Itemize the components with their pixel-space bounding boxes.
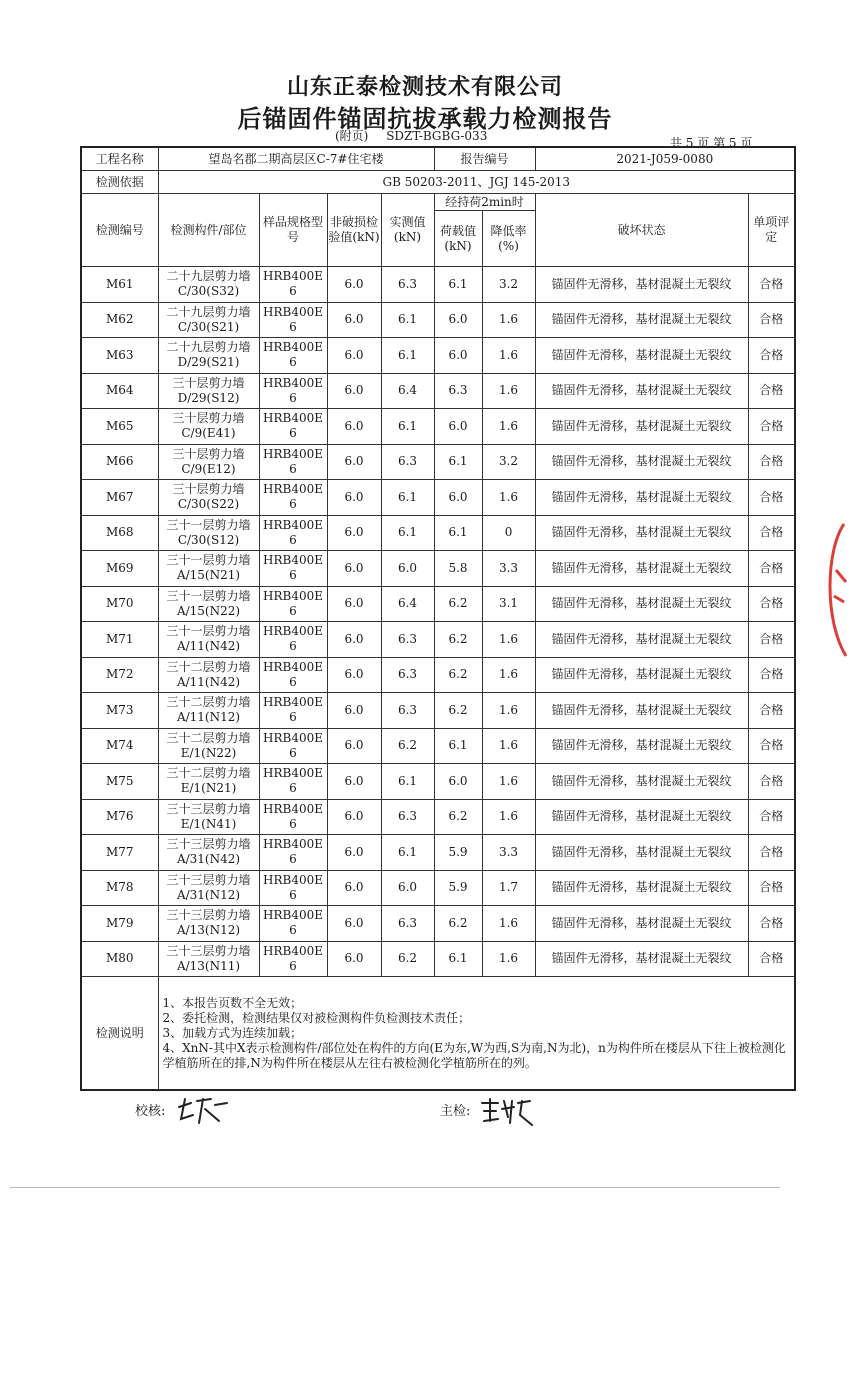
- reduction-cell: 1.6: [482, 409, 535, 445]
- member-floor: 三十层剪力墙: [172, 375, 245, 390]
- member-position: C/9(E12): [181, 461, 236, 476]
- reduction-cell: 1.6: [482, 728, 535, 764]
- table-row: [81, 728, 795, 764]
- nondestructive-cell: 6.0: [327, 941, 381, 977]
- table-row: [81, 444, 795, 480]
- spec-cell: HRB400E 6: [259, 480, 327, 516]
- member-position: A/13(N12): [176, 923, 241, 938]
- load-cell: 6.0: [434, 480, 482, 516]
- failure-cell: 锚固件无滑移，基材混凝土无裂纹: [535, 409, 748, 445]
- member-cell: [158, 409, 259, 445]
- member-cell: [158, 799, 259, 835]
- failure-cell: 锚固件无滑移，基材混凝土无裂纹: [535, 764, 748, 800]
- member-cell: [158, 764, 259, 800]
- member-position: C/30(S21): [177, 319, 240, 334]
- nondestructive-cell: 6.0: [327, 835, 381, 871]
- member-cell: [158, 870, 259, 906]
- member-position: A/31(N12): [176, 887, 241, 902]
- measured-cell: 6.0: [381, 551, 434, 587]
- table-row: [81, 302, 795, 338]
- nondestructive-cell: 6.0: [327, 515, 381, 551]
- document-code: SDZT-BGBG-033: [386, 129, 488, 143]
- member-position: A/31(N42): [176, 852, 241, 867]
- nondestructive-cell: 6.0: [327, 764, 381, 800]
- nondestructive-cell: 6.0: [327, 267, 381, 303]
- test-no-cell: M75: [81, 764, 158, 800]
- failure-cell: 锚固件无滑移，基材混凝土无裂纹: [535, 480, 748, 516]
- measured-cell: 6.3: [381, 444, 434, 480]
- table-row: [81, 799, 795, 835]
- spec-cell: HRB400E 6: [259, 302, 327, 338]
- header-row-1: [81, 194, 795, 211]
- member-cell: [158, 941, 259, 977]
- rating-cell: 合格: [748, 409, 795, 445]
- failure-cell: 锚固件无滑移，基材混凝土无裂纹: [535, 870, 748, 906]
- member-position: A/15(N22): [176, 603, 241, 618]
- failure-cell: 锚固件无滑移，基材混凝土无裂纹: [535, 515, 748, 551]
- member-position: C/30(S22): [177, 497, 240, 512]
- test-no-cell: M66: [81, 444, 158, 480]
- test-no-cell: M80: [81, 941, 158, 977]
- spec-cell: HRB400E 6: [259, 764, 327, 800]
- note-line: 4、XnN-其中X表示检测构件/部位处在构件的方向(E为东,W为西,S为南,N为北)，n为构件所在楼层从下往上被检测化学植筋所在的排,N为构件所在楼层从左往右被检测化学植筋所在的列。: [162, 1040, 786, 1070]
- spec-cell: HRB400E 6: [259, 551, 327, 587]
- reduction-cell: 1.6: [482, 480, 535, 516]
- table-row: [81, 693, 795, 729]
- reduction-cell: 3.3: [482, 551, 535, 587]
- test-no-cell: M65: [81, 409, 158, 445]
- note-line: 3、加载方式为连续加载；: [162, 1025, 303, 1040]
- measured-cell: 6.3: [381, 799, 434, 835]
- failure-cell: 锚固件无滑移，基材混凝土无裂纹: [535, 267, 748, 303]
- rating-cell: 合格: [748, 373, 795, 409]
- spec-cell: HRB400E 6: [259, 622, 327, 658]
- nondestructive-cell: 6.0: [327, 622, 381, 658]
- load-cell: 6.0: [434, 764, 482, 800]
- failure-cell: 锚固件无滑移，基材混凝土无裂纹: [535, 444, 748, 480]
- member-cell: [158, 480, 259, 516]
- member-floor: 二十九层剪力墙: [166, 269, 251, 284]
- load-cell: 6.0: [434, 338, 482, 374]
- report-table: [80, 146, 796, 1091]
- col-reduction: 降低率(%): [482, 211, 535, 267]
- rating-cell: 合格: [748, 551, 795, 587]
- col-load: 荷载值(kN): [434, 211, 482, 267]
- member-cell: [158, 693, 259, 729]
- failure-cell: 锚固件无滑移，基材混凝土无裂纹: [535, 657, 748, 693]
- load-cell: 5.9: [434, 835, 482, 871]
- reduction-cell: 1.6: [482, 799, 535, 835]
- load-cell: 6.2: [434, 586, 482, 622]
- member-position: A/11(N12): [176, 710, 241, 725]
- member-position: A/11(N42): [176, 639, 241, 654]
- col-spec: 样品规格型号: [259, 194, 327, 267]
- member-floor: 三十层剪力墙: [172, 446, 245, 461]
- measured-cell: 6.2: [381, 941, 434, 977]
- member-floor: 三十一层剪力墙: [166, 624, 251, 639]
- member-position: C/30(S12): [177, 532, 240, 547]
- spec-cell: HRB400E 6: [259, 267, 327, 303]
- load-cell: 6.1: [434, 444, 482, 480]
- nondestructive-cell: 6.0: [327, 338, 381, 374]
- nondestructive-cell: 6.0: [327, 586, 381, 622]
- test-no-cell: M68: [81, 515, 158, 551]
- spec-cell: HRB400E 6: [259, 870, 327, 906]
- table-row: [81, 941, 795, 977]
- reduction-cell: 3.1: [482, 586, 535, 622]
- spec-cell: HRB400E 6: [259, 906, 327, 942]
- measured-cell: 6.0: [381, 870, 434, 906]
- measured-cell: 6.1: [381, 764, 434, 800]
- nondestructive-cell: 6.0: [327, 302, 381, 338]
- nondestructive-cell: 6.0: [327, 870, 381, 906]
- test-no-cell: M71: [81, 622, 158, 658]
- spec-cell: HRB400E 6: [259, 941, 327, 977]
- test-no-cell: M76: [81, 799, 158, 835]
- member-position: A/13(N11): [176, 958, 241, 973]
- test-no-cell: M64: [81, 373, 158, 409]
- load-cell: 6.0: [434, 302, 482, 338]
- basis-row: [81, 171, 795, 194]
- table-row: [81, 551, 795, 587]
- reduction-cell: 3.2: [482, 444, 535, 480]
- nondestructive-cell: 6.0: [327, 799, 381, 835]
- spec-cell: HRB400E 6: [259, 444, 327, 480]
- member-floor: 三十三层剪力墙: [166, 943, 251, 958]
- test-no-cell: M74: [81, 728, 158, 764]
- member-floor: 三十三层剪力墙: [166, 837, 251, 852]
- col-nondestructive: 非破损检验值(kN): [327, 194, 381, 267]
- member-floor: 二十九层剪力墙: [166, 340, 251, 355]
- member-cell: [158, 373, 259, 409]
- measured-cell: 6.1: [381, 338, 434, 374]
- load-cell: 6.1: [434, 515, 482, 551]
- col-rating: 单项评定: [748, 194, 795, 267]
- chief-signature: [478, 1095, 538, 1129]
- measured-cell: 6.1: [381, 835, 434, 871]
- table-row: [81, 409, 795, 445]
- reduction-cell: 3.3: [482, 835, 535, 871]
- reduction-cell: 1.6: [482, 302, 535, 338]
- rating-cell: 合格: [748, 338, 795, 374]
- spec-cell: HRB400E 6: [259, 835, 327, 871]
- project-row: [81, 147, 795, 171]
- member-floor: 三十一层剪力墙: [166, 553, 251, 568]
- measured-cell: 6.3: [381, 693, 434, 729]
- spec-cell: HRB400E 6: [259, 657, 327, 693]
- reduction-cell: 1.6: [482, 373, 535, 409]
- reduction-cell: 1.6: [482, 657, 535, 693]
- table-row: [81, 515, 795, 551]
- table-row: [81, 267, 795, 303]
- member-position: D/29(S21): [177, 355, 240, 370]
- appendix-label: (附页): [335, 129, 369, 143]
- load-cell: 6.1: [434, 728, 482, 764]
- measured-cell: 6.4: [381, 373, 434, 409]
- table-row: [81, 586, 795, 622]
- checker-label: 校核:: [135, 1104, 166, 1119]
- notes-label: 检测说明: [81, 977, 158, 1091]
- test-no-cell: M69: [81, 551, 158, 587]
- page-bottom-line: [10, 1187, 780, 1188]
- subheader: [335, 127, 501, 144]
- reduction-cell: 3.2: [482, 267, 535, 303]
- nondestructive-cell: 6.0: [327, 551, 381, 587]
- rating-cell: 合格: [748, 515, 795, 551]
- test-no-cell: M77: [81, 835, 158, 871]
- member-cell: [158, 835, 259, 871]
- load-cell: 6.1: [434, 267, 482, 303]
- measured-cell: 6.4: [381, 586, 434, 622]
- member-floor: 三十二层剪力墙: [166, 730, 251, 745]
- nondestructive-cell: 6.0: [327, 444, 381, 480]
- note-line: 1、本报告页数不全无效；: [162, 995, 303, 1010]
- measured-cell: 6.2: [381, 728, 434, 764]
- spec-cell: HRB400E 6: [259, 515, 327, 551]
- member-cell: [158, 515, 259, 551]
- spec-cell: HRB400E 6: [259, 409, 327, 445]
- test-no-cell: M62: [81, 302, 158, 338]
- report-no-value: 2021-J059-0080: [535, 147, 795, 171]
- col-test-no: 检测编号: [81, 194, 158, 267]
- load-cell: 5.9: [434, 870, 482, 906]
- member-cell: [158, 338, 259, 374]
- failure-cell: 锚固件无滑移，基材混凝土无裂纹: [535, 941, 748, 977]
- rating-cell: 合格: [748, 728, 795, 764]
- col-member: 检测构件/部位: [158, 194, 259, 267]
- rating-cell: 合格: [748, 622, 795, 658]
- note-line: 2、委托检测，检测结果仅对被检测构件负检测技术责任；: [162, 1010, 471, 1025]
- failure-cell: 锚固件无滑移，基材混凝土无裂纹: [535, 799, 748, 835]
- member-cell: [158, 302, 259, 338]
- rating-cell: 合格: [748, 941, 795, 977]
- load-cell: 6.2: [434, 906, 482, 942]
- measured-cell: 6.3: [381, 906, 434, 942]
- test-no-cell: M61: [81, 267, 158, 303]
- measured-cell: 6.1: [381, 515, 434, 551]
- project-value: 望岛名郡二期高层区C-7#住宅楼: [158, 147, 434, 171]
- failure-cell: 锚固件无滑移，基材混凝土无裂纹: [535, 622, 748, 658]
- table-row: [81, 373, 795, 409]
- company-name: 山东正泰检测技术有限公司: [286, 74, 563, 100]
- test-no-cell: M67: [81, 480, 158, 516]
- measured-cell: 6.3: [381, 267, 434, 303]
- member-position: C/30(S32): [177, 284, 240, 299]
- load-cell: 6.0: [434, 409, 482, 445]
- table-row: [81, 480, 795, 516]
- failure-cell: 锚固件无滑移，基材混凝土无裂纹: [535, 338, 748, 374]
- table-row: [81, 764, 795, 800]
- member-floor: 三十三层剪力墙: [166, 801, 251, 816]
- member-floor: 三十三层剪力墙: [166, 872, 251, 887]
- rating-cell: 合格: [748, 799, 795, 835]
- measured-cell: 6.1: [381, 302, 434, 338]
- member-cell: [158, 657, 259, 693]
- rating-cell: 合格: [748, 906, 795, 942]
- member-cell: [158, 728, 259, 764]
- table-row: [81, 835, 795, 871]
- failure-cell: 锚固件无滑移，基材混凝土无裂纹: [535, 302, 748, 338]
- failure-cell: 锚固件无滑移，基材混凝土无裂纹: [535, 551, 748, 587]
- rating-cell: 合格: [748, 657, 795, 693]
- rating-cell: 合格: [748, 586, 795, 622]
- measured-cell: 6.3: [381, 622, 434, 658]
- member-position: E/1(N21): [180, 781, 237, 796]
- member-position: A/11(N42): [176, 674, 241, 689]
- rating-cell: 合格: [748, 693, 795, 729]
- rating-cell: 合格: [748, 302, 795, 338]
- member-floor: 三十二层剪力墙: [166, 659, 251, 674]
- report-title: 后锚固件锚固抗拔承载力检测报告: [237, 104, 613, 133]
- spec-cell: HRB400E 6: [259, 728, 327, 764]
- member-position: D/29(S12): [177, 390, 240, 405]
- member-cell: [158, 444, 259, 480]
- measured-cell: 6.3: [381, 657, 434, 693]
- rating-cell: 合格: [748, 764, 795, 800]
- test-no-cell: M79: [81, 906, 158, 942]
- load-cell: 6.2: [434, 622, 482, 658]
- load-cell: 6.2: [434, 799, 482, 835]
- nondestructive-cell: 6.0: [327, 906, 381, 942]
- failure-cell: 锚固件无滑移，基材混凝土无裂纹: [535, 373, 748, 409]
- notes-row: [81, 977, 795, 1091]
- test-no-cell: M78: [81, 870, 158, 906]
- failure-cell: 锚固件无滑移，基材混凝土无裂纹: [535, 835, 748, 871]
- basis-value: GB 50203-2011、JGJ 145-2013: [158, 171, 795, 194]
- nondestructive-cell: 6.0: [327, 373, 381, 409]
- checker-signature: [175, 1095, 235, 1129]
- member-position: E/1(N41): [180, 816, 237, 831]
- failure-cell: 锚固件无滑移，基材混凝土无裂纹: [535, 906, 748, 942]
- member-floor: 三十二层剪力墙: [166, 695, 251, 710]
- member-floor: 三十层剪力墙: [172, 482, 245, 497]
- spec-cell: HRB400E 6: [259, 338, 327, 374]
- reduction-cell: 1.6: [482, 338, 535, 374]
- table-row: [81, 338, 795, 374]
- load-cell: 6.2: [434, 693, 482, 729]
- table-row: [81, 870, 795, 906]
- load-cell: 6.2: [434, 657, 482, 693]
- test-no-cell: M73: [81, 693, 158, 729]
- col-measured: 实测值(kN): [381, 194, 434, 267]
- project-label: 工程名称: [81, 147, 158, 171]
- spec-cell: HRB400E 6: [259, 799, 327, 835]
- spec-cell: HRB400E 6: [259, 373, 327, 409]
- table-row: [81, 906, 795, 942]
- test-no-cell: M72: [81, 657, 158, 693]
- col-hold-group: 经持荷2min时: [434, 194, 535, 211]
- test-no-cell: M70: [81, 586, 158, 622]
- reduction-cell: 1.6: [482, 693, 535, 729]
- table-row: [81, 622, 795, 658]
- rating-cell: 合格: [748, 870, 795, 906]
- nondestructive-cell: 6.0: [327, 657, 381, 693]
- member-floor: 三十三层剪力墙: [166, 908, 251, 923]
- member-position: A/15(N21): [176, 568, 241, 583]
- nondestructive-cell: 6.0: [327, 480, 381, 516]
- spec-cell: HRB400E 6: [259, 586, 327, 622]
- member-floor: 三十一层剪力墙: [166, 517, 251, 532]
- nondestructive-cell: 6.0: [327, 728, 381, 764]
- member-cell: [158, 906, 259, 942]
- measured-cell: 6.1: [381, 480, 434, 516]
- load-cell: 6.3: [434, 373, 482, 409]
- member-cell: [158, 267, 259, 303]
- reduction-cell: 1.6: [482, 764, 535, 800]
- rating-cell: 合格: [748, 444, 795, 480]
- member-floor: 二十九层剪力墙: [166, 304, 251, 319]
- red-stamp-edge: [820, 520, 850, 660]
- reduction-cell: 0: [482, 515, 535, 551]
- notes-content: [158, 977, 795, 1091]
- report-no-label: 报告编号: [434, 147, 535, 171]
- rating-cell: 合格: [748, 835, 795, 871]
- table-row: [81, 657, 795, 693]
- test-no-cell: M63: [81, 338, 158, 374]
- member-floor: 三十一层剪力墙: [166, 588, 251, 603]
- measured-cell: 6.1: [381, 409, 434, 445]
- reduction-cell: 1.6: [482, 941, 535, 977]
- col-failure: 破坏状态: [535, 194, 748, 267]
- load-cell: 6.1: [434, 941, 482, 977]
- failure-cell: 锚固件无滑移，基材混凝土无裂纹: [535, 728, 748, 764]
- load-cell: 5.8: [434, 551, 482, 587]
- member-cell: [158, 586, 259, 622]
- basis-label: 检测依据: [81, 171, 158, 194]
- nondestructive-cell: 6.0: [327, 409, 381, 445]
- reduction-cell: 1.6: [482, 906, 535, 942]
- page-info: 共 5 页 第 5 页: [670, 136, 753, 150]
- failure-cell: 锚固件无滑移，基材混凝土无裂纹: [535, 586, 748, 622]
- member-cell: [158, 622, 259, 658]
- chief-label: 主检:: [440, 1104, 471, 1119]
- member-position: C/9(E41): [181, 426, 236, 441]
- member-floor: 三十二层剪力墙: [166, 766, 251, 781]
- failure-cell: 锚固件无滑移，基材混凝土无裂纹: [535, 693, 748, 729]
- member-cell: [158, 551, 259, 587]
- reduction-cell: 1.7: [482, 870, 535, 906]
- rating-cell: 合格: [748, 480, 795, 516]
- member-floor: 三十层剪力墙: [172, 411, 245, 426]
- nondestructive-cell: 6.0: [327, 693, 381, 729]
- member-position: E/1(N22): [180, 745, 237, 760]
- reduction-cell: 1.6: [482, 622, 535, 658]
- rating-cell: 合格: [748, 267, 795, 303]
- spec-cell: HRB400E 6: [259, 693, 327, 729]
